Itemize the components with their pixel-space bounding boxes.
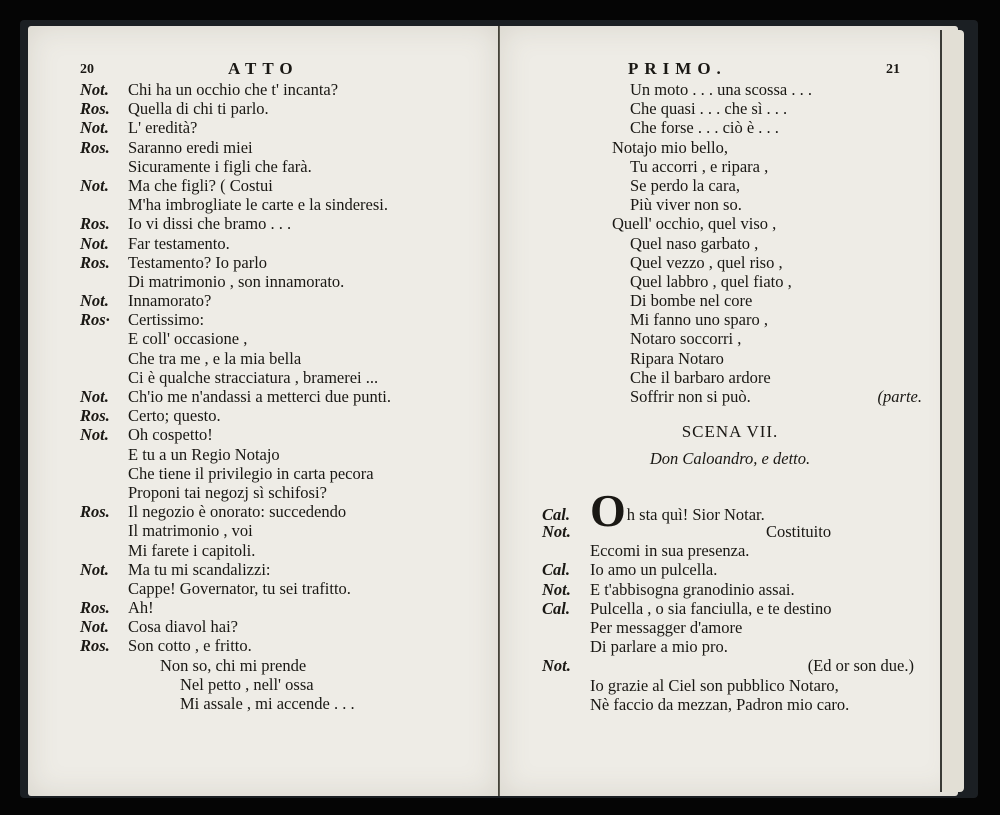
line-text: Ma che figli? ( Costui: [128, 175, 273, 195]
dialogue-line: [80, 310, 500, 329]
dialogue-line: [80, 349, 500, 368]
dialogue-line: [80, 176, 500, 195]
speaker-tag: Cal.: [542, 598, 570, 618]
scene-dialogue: [542, 485, 922, 714]
dialogue-line: [80, 329, 500, 348]
left-dialogue: [80, 80, 500, 713]
speaker-tag: Not.: [80, 233, 109, 253]
speaker-tag: Not.: [80, 291, 109, 311]
speaker-tag: Not.: [80, 425, 109, 445]
aria-line: Un moto . . . una scossa . . .: [630, 80, 812, 99]
line-text: Io amo un pulcella.: [590, 560, 718, 580]
line-text: Pulcella , o sia fanciulla, e te destino: [590, 598, 832, 618]
right-aria: [612, 80, 922, 406]
line-text: Son cotto , e fritto.: [128, 636, 252, 656]
line-text: M'ha imbrogliate le carte e la sinderesi.: [128, 195, 388, 215]
speaker-tag: Not.: [80, 559, 109, 579]
line-text: h sta quì! Sior Notar.: [626, 505, 765, 524]
aria-line: Più viver non so.: [630, 195, 742, 215]
aria-line: Ripara Notaro: [630, 348, 724, 368]
speaker-tag: Not.: [542, 656, 571, 676]
dialogue-line: [80, 598, 500, 617]
dialogue-line: [80, 80, 500, 99]
line-text: Testamento? Io parlo: [128, 252, 268, 272]
dialogue-line: Di parlare a mio pro.: [590, 637, 728, 657]
line-text: Oh cospetto!: [128, 425, 213, 445]
line-text: Quella di chi ti parlo.: [128, 99, 269, 119]
line-text: Il matrimonio , voi: [128, 521, 253, 541]
dialogue-line: [80, 636, 500, 655]
aria-line: Quel vezzo , quel riso ,: [630, 252, 783, 272]
dialogue-line: [542, 560, 922, 579]
book-spread: [20, 20, 978, 798]
line-text: Proponi tai negozj sì schifosi?: [128, 482, 327, 502]
line-text: L' eredità?: [128, 118, 198, 138]
speaker-tag: Ros.: [80, 137, 110, 157]
scene-cast: Don Caloandro, e detto.: [649, 449, 811, 468]
line-text: Saranno eredi miei: [128, 137, 253, 157]
speaker-tag: Ros.: [80, 636, 110, 656]
speaker-tag: Ros.: [80, 214, 110, 234]
speaker-tag: Ros.: [80, 252, 110, 272]
speaker-tag: Ros.: [80, 598, 110, 618]
aria-line: Non so, chi mi prende: [160, 655, 307, 675]
speaker-tag: Not.: [80, 80, 109, 99]
stage-direction: (parte.: [877, 387, 922, 406]
aria-line: Che il barbaro ardore: [630, 367, 771, 387]
dialogue-line: [80, 214, 500, 233]
aria-line: Mi fanno uno sparo ,: [630, 310, 768, 330]
aria-line: [612, 387, 922, 406]
dialogue-line: Nè faccio da mezzan, Padron mio caro.: [590, 694, 850, 714]
line-text: Chi ha un occhio che t' incanta?: [128, 80, 339, 99]
aria-line: Notajo mio bello,: [612, 137, 728, 157]
dialogue-line: [80, 157, 500, 176]
line-text: E t'abbisogna granodinio assai.: [590, 579, 795, 599]
aria-line: Mi assale , mi accende . . .: [180, 694, 355, 713]
dialogue-line: Per messagger d'amore: [590, 617, 743, 637]
aria-line: Quel naso garbato ,: [630, 233, 759, 253]
scene-title: SCENA VII.: [681, 422, 779, 441]
dialogue-line: [80, 138, 500, 157]
line-text: Ah!: [128, 598, 154, 618]
line-text: Cappe! Governator, tu sei trafitto.: [128, 578, 351, 598]
dialogue-line: [80, 118, 500, 137]
dialogue-line: [80, 291, 500, 310]
dialogue-line: [542, 522, 922, 541]
dialogue-line: [80, 195, 500, 214]
aria-line: Che quasi . . . che sì . . .: [630, 99, 788, 119]
speaker-tag: Not.: [542, 522, 571, 541]
dialogue-line: [80, 368, 500, 387]
line-text: Che tra me , e la mia bella: [128, 348, 302, 368]
aria-line: Se perdo la cara,: [630, 175, 740, 195]
line-text: Far testamento.: [128, 233, 230, 253]
line-text: Ma tu mi scandalizzi:: [128, 559, 271, 579]
scene-heading: [540, 418, 920, 484]
dialogue-line: Io grazie al Ciel son pubblico Notaro,: [590, 675, 839, 695]
dialogue-line: [542, 580, 922, 599]
speaker-tag: Not.: [80, 387, 109, 406]
speaker-tag: Ros.: [80, 99, 110, 119]
line-text: Che tiene il privilegio in carta pecora: [128, 463, 374, 483]
dialogue-line: [80, 560, 500, 579]
dialogue-line: [80, 387, 500, 406]
dialogue-line: [80, 445, 500, 464]
dialogue-line: [80, 521, 500, 540]
dialogue-line: [80, 579, 500, 598]
speaker-tag: Not.: [80, 617, 109, 637]
line-text: Soffrir non si può.: [630, 387, 751, 406]
aria-line: Di bombe nel core: [630, 291, 753, 311]
right-running-head: PRIMO.: [628, 59, 727, 78]
dialogue-line: [542, 599, 922, 618]
speaker-tag: Ros·: [80, 310, 110, 330]
line-text: (Ed or son due.): [807, 656, 914, 676]
dialogue-line: [80, 502, 500, 521]
dialogue-line: Eccomi in sua presenza.: [590, 541, 750, 561]
left-page: [28, 26, 498, 796]
aria-line: Nel petto , nell' ossa: [180, 674, 314, 694]
line-text: Sicuramente i figli che farà.: [128, 156, 312, 176]
line-text: Di matrimonio , son innamorato.: [128, 271, 345, 291]
aria-line: Tu accorri , e ripara ,: [630, 156, 769, 176]
line-text: Ch'io me n'andassi a metterci due punti.: [128, 387, 392, 406]
right-page: [500, 26, 958, 796]
dialogue-line: [80, 272, 500, 291]
dialogue-line: [80, 99, 500, 118]
line-text: Certo; questo.: [128, 406, 221, 426]
line-text: Io vi dissi che bramo . . .: [128, 214, 292, 234]
dialogue-line: [80, 425, 500, 444]
dialogue-line: [80, 234, 500, 253]
speaker-tag: Not.: [542, 579, 571, 599]
speaker-tag: Not.: [80, 118, 109, 138]
aria-line: Quel labbro , quel fiato ,: [630, 271, 792, 291]
speaker-tag: Cal.: [542, 560, 570, 580]
line-text: Mi farete i capitoli.: [128, 540, 256, 560]
aria-line: Notaro soccorri ,: [630, 329, 742, 349]
line-text: Costituito: [766, 522, 832, 541]
dialogue-line: [542, 656, 922, 675]
aria-line: Che forse . . . ciò è . . .: [630, 118, 779, 138]
line-text: Il negozio è onorato: succedendo: [128, 502, 347, 522]
line-text: Ci è qualche stracciatura , bramerei ...: [128, 367, 379, 387]
dialogue-line: [80, 541, 500, 560]
page-edge: [940, 30, 964, 792]
dialogue-line: [80, 253, 500, 272]
right-page-number: 21: [886, 62, 900, 77]
dialogue-line: [80, 483, 500, 502]
line-text: Innamorato?: [128, 291, 212, 311]
speaker-tag: Cal.: [542, 505, 570, 524]
speaker-tag: Not.: [80, 175, 109, 195]
speaker-tag: Ros.: [80, 406, 110, 426]
dialogue-line: [80, 406, 500, 425]
line-text: Cosa diavol hai?: [128, 617, 238, 637]
left-running-head: ATTO: [228, 59, 299, 78]
dialogue-line: [80, 617, 500, 636]
aria-line: Quell' occhio, quel viso ,: [612, 214, 777, 234]
speaker-tag: Ros.: [80, 502, 110, 522]
line-text: E coll' occasione ,: [128, 329, 248, 349]
left-page-number: 20: [80, 62, 94, 77]
line-text: E tu a un Regio Notajo: [128, 444, 280, 464]
drop-cap: O: [590, 485, 626, 536]
dialogue-line: [80, 464, 500, 483]
line-text: Certissimo:: [128, 310, 205, 330]
